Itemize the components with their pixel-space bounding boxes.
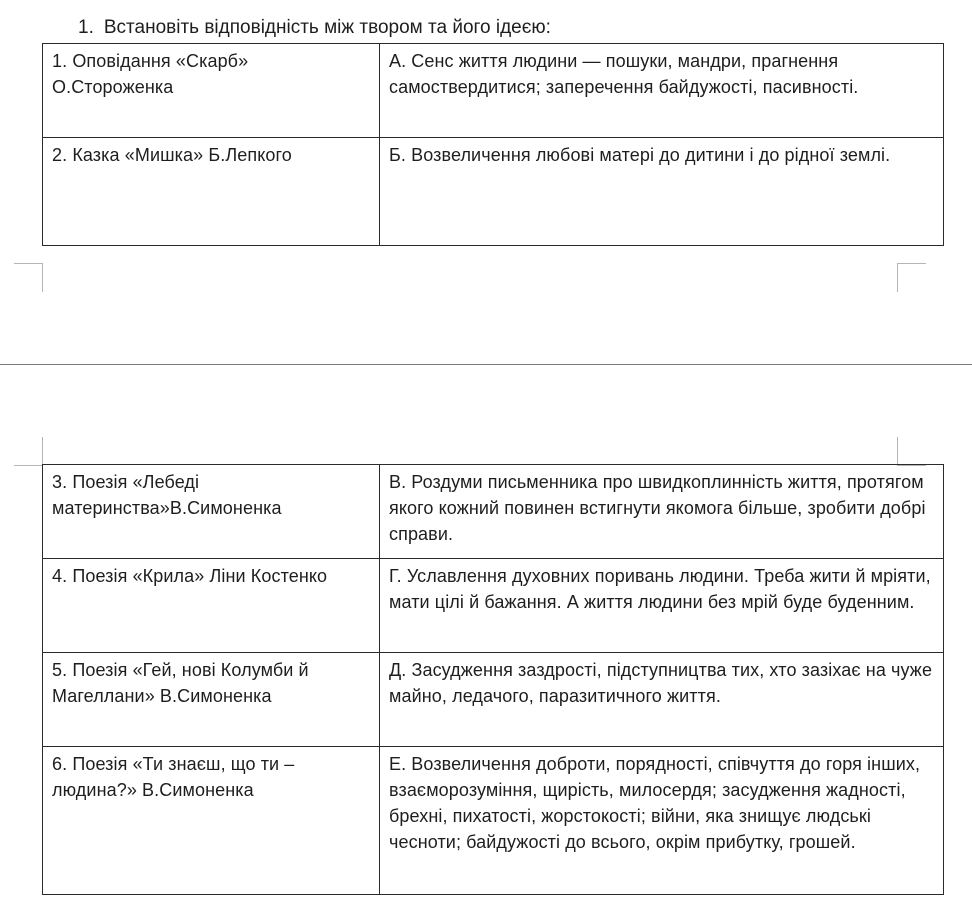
idea-cell: А. Сенс життя людини — пошуки, мандри, прагнення самоствердитися; заперечення байдужості, пасивності. xyxy=(380,44,944,138)
work-cell: 2. Казка «Мишка» Б.Лепкого xyxy=(43,138,380,246)
table-row xyxy=(43,653,944,747)
margin-corner-mark xyxy=(14,263,43,292)
matching-table-page-1 xyxy=(42,43,944,246)
task-text: Встановіть відповідність між твором та його ідеєю: xyxy=(103,17,551,38)
margin-corner-mark xyxy=(897,437,926,466)
idea-cell: Б. Возвеличення любові матері до дитини і до рідної землі. xyxy=(380,138,944,246)
margin-corner-mark xyxy=(14,437,43,466)
idea-cell: Д. Засудження заздрості, підступництва тих, хто зазіхає на чуже майно, ледачого, паразитичного життя. xyxy=(380,653,944,747)
work-cell: 3. Поезія «Лебеді материнства»В.Симоненка xyxy=(43,465,380,559)
task-heading xyxy=(78,16,551,40)
matching-table-page-2 xyxy=(42,464,944,895)
table-row xyxy=(43,465,944,559)
page-break-divider xyxy=(0,364,972,365)
table-row xyxy=(43,559,944,653)
idea-cell: Е. Возвеличення доброти, порядності, співчуття до горя інших, взаєморозуміння, щирість, милосердя; засудження жадності, брехні, пихатості, жорстокості; війни, яка знищує людські чесноти; байдужості до всього, окрім прибутку, грошей. xyxy=(380,747,944,895)
work-cell: 6. Поезія «Ти знаєш, що ти – людина?» В.Симоненка xyxy=(43,747,380,895)
task-number: 1. xyxy=(78,17,94,38)
work-cell: 1. Оповідання «Скарб» О.Стороженка xyxy=(43,44,380,138)
table-row xyxy=(43,747,944,895)
margin-corner-mark xyxy=(897,263,926,292)
work-cell: 4. Поезія «Крила» Ліни Костенко xyxy=(43,559,380,653)
table-row xyxy=(43,44,944,138)
work-cell: 5. Поезія «Гей, нові Колумби й Магеллани» В.Симоненка xyxy=(43,653,380,747)
idea-cell: В. Роздуми письменника про швидкоплинність життя, протягом якого кожний повинен встигнути якомога більше, зробити добрі справи. xyxy=(380,465,944,559)
idea-cell: Г. Уславлення духовних поривань людини. Треба жити й мріяти, мати цілі й бажання. А життя людини без мрій буде буденним. xyxy=(380,559,944,653)
table-row xyxy=(43,138,944,246)
